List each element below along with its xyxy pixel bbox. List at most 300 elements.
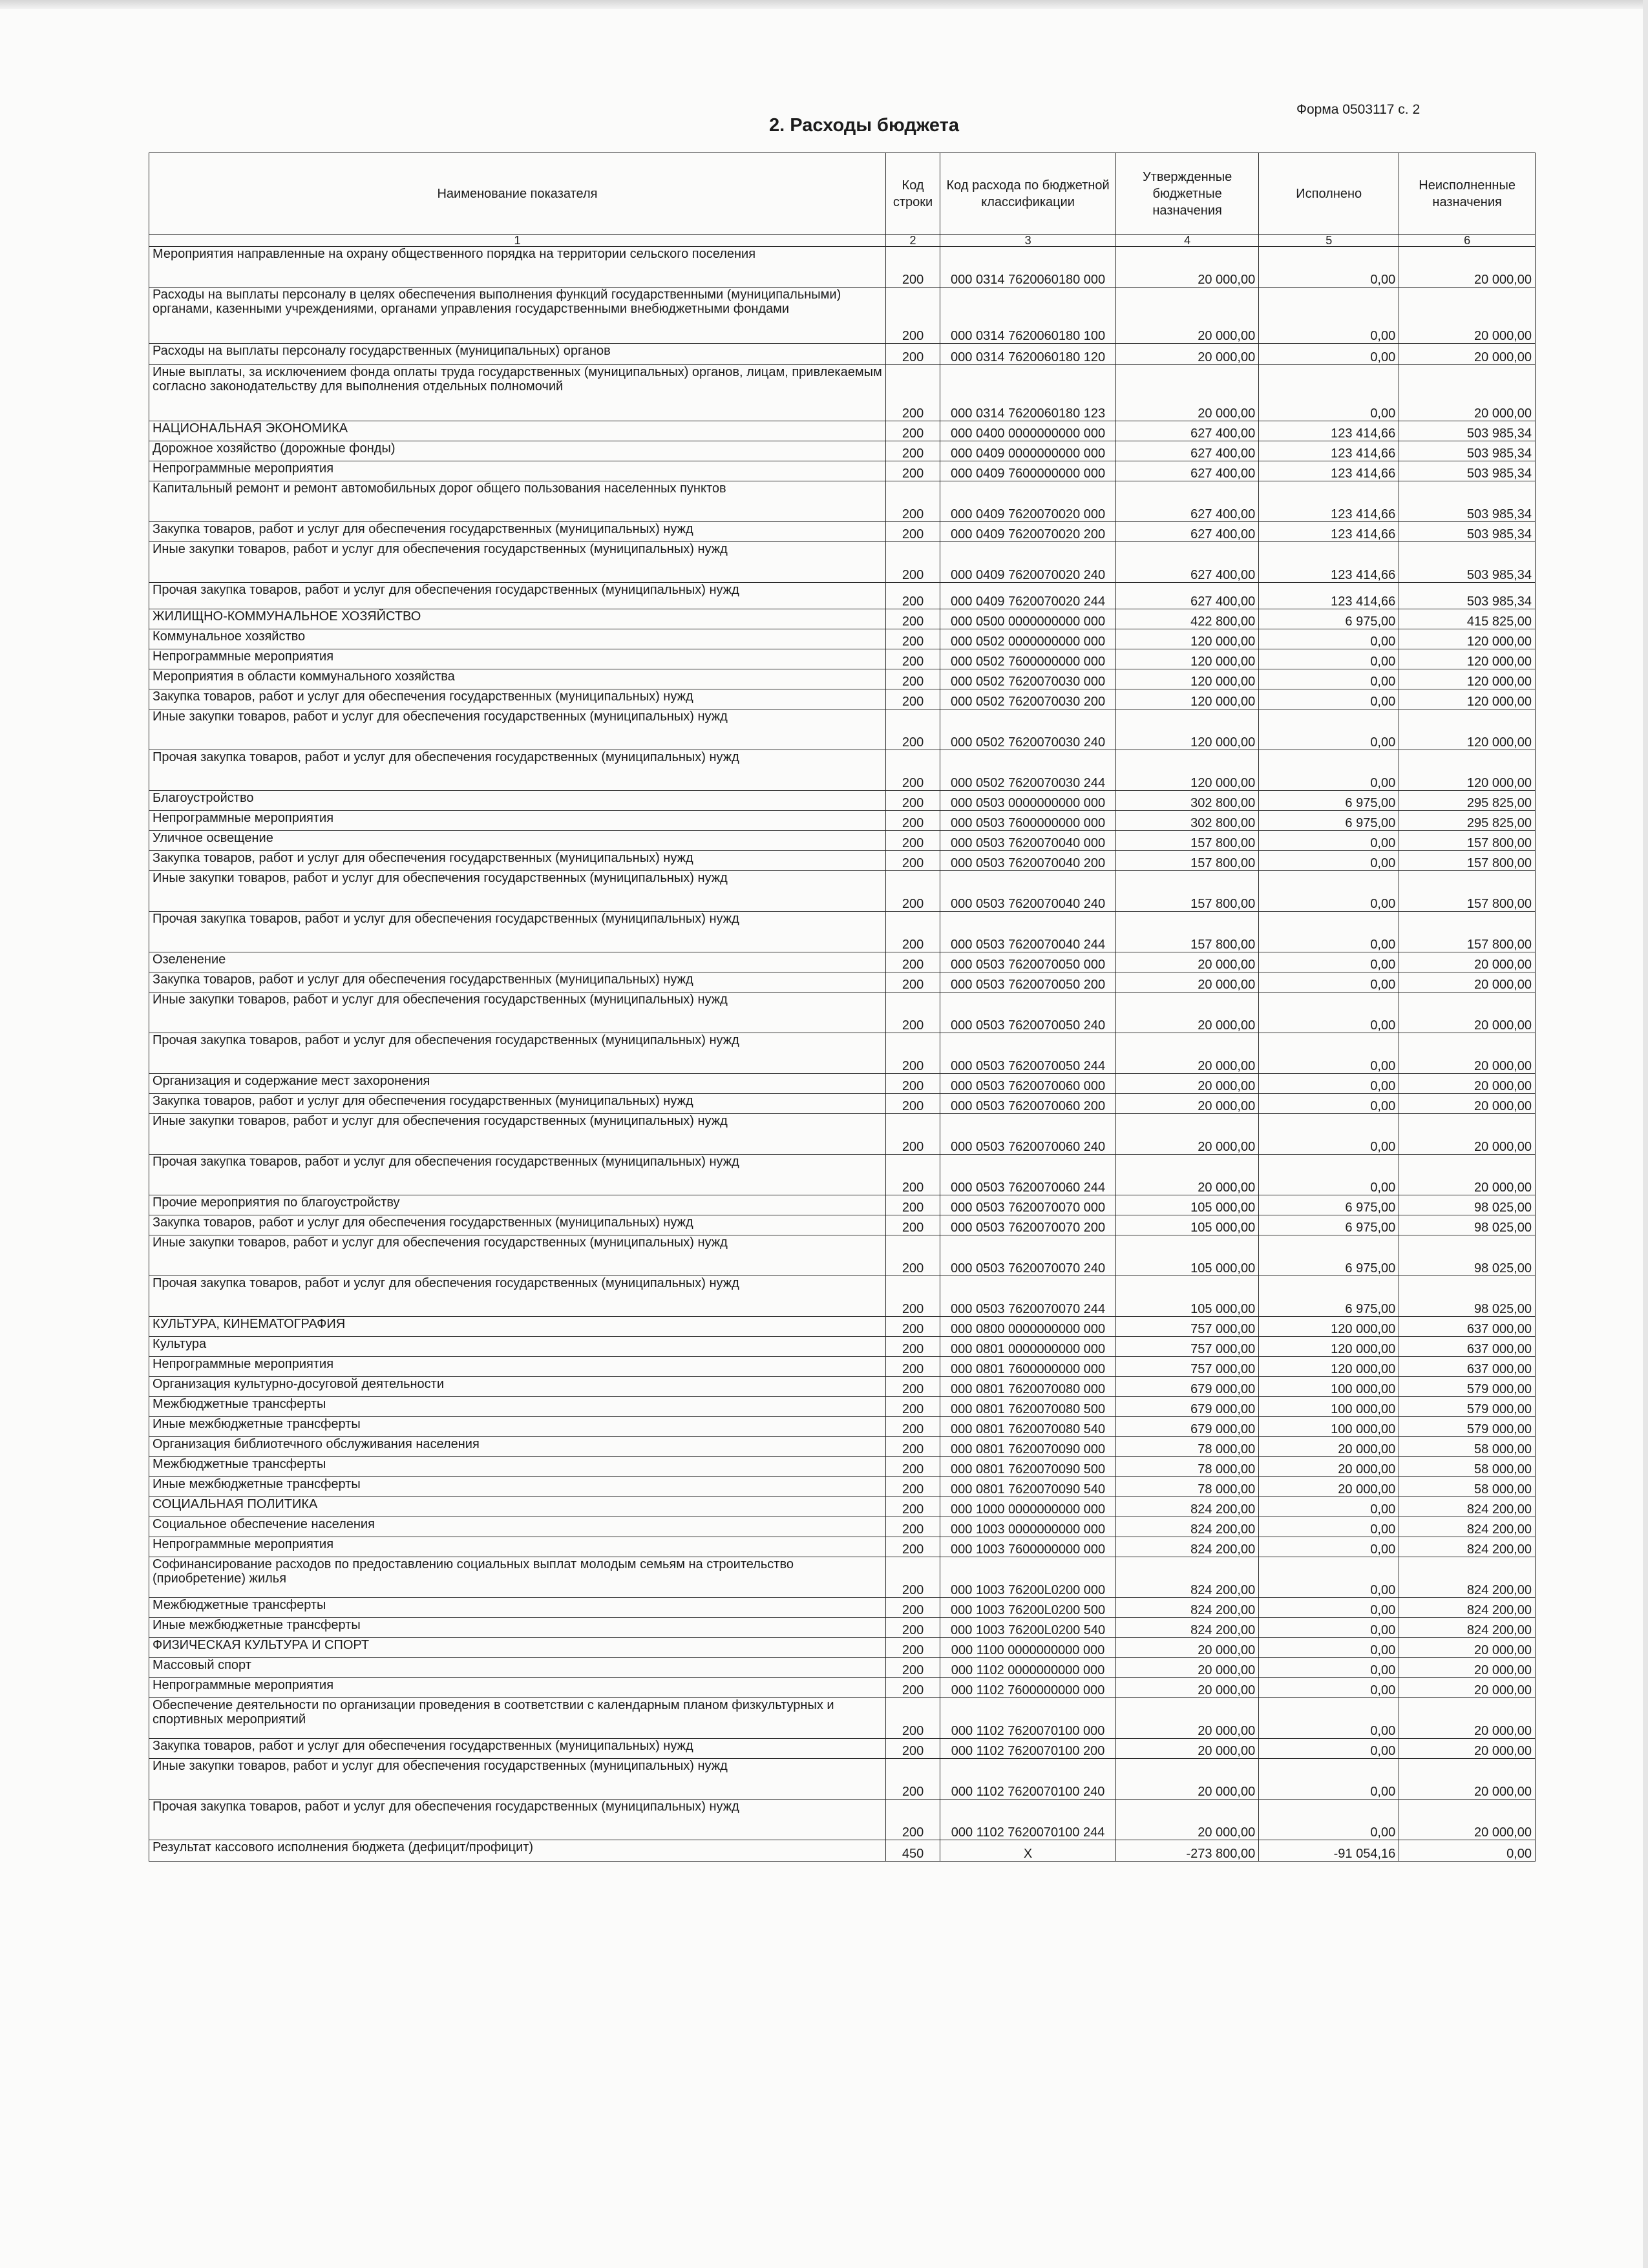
table-row [149, 365, 1536, 421]
row-approved: 302 800,00 [1116, 811, 1259, 831]
row-approved: 120 000,00 [1116, 750, 1259, 791]
row-budget-code: 000 0502 7620070030 244 [940, 750, 1116, 791]
row-approved: 627 400,00 [1116, 421, 1259, 441]
row-name: КУЛЬТУРА, КИНЕМАТОГРАФИЯ [149, 1317, 886, 1337]
row-approved: 679 000,00 [1116, 1377, 1259, 1397]
row-line-code: 200 [885, 1638, 940, 1658]
row-budget-code: 000 0503 7620070060 000 [940, 1074, 1116, 1094]
row-unexecuted: 824 200,00 [1399, 1497, 1536, 1517]
row-executed: 0,00 [1259, 1678, 1399, 1698]
table-row [149, 689, 1536, 709]
row-unexecuted: 637 000,00 [1399, 1357, 1536, 1377]
row-unexecuted: 20 000,00 [1399, 1658, 1536, 1678]
row-budget-code: 000 0502 7620070030 000 [940, 669, 1116, 689]
row-executed: 6 975,00 [1259, 609, 1399, 629]
row-budget-code: 000 0503 7620070050 240 [940, 992, 1116, 1033]
table-row [149, 1235, 1536, 1276]
row-approved: 679 000,00 [1116, 1397, 1259, 1417]
column-number-row [149, 235, 1536, 247]
row-budget-code: 000 0502 7620070030 240 [940, 709, 1116, 750]
row-budget-code: 000 0801 7620070080 540 [940, 1417, 1116, 1437]
row-budget-code: 000 0503 7620070040 240 [940, 871, 1116, 912]
row-line-code: 200 [885, 1557, 940, 1598]
row-name: ФИЗИЧЕСКАЯ КУЛЬТУРА И СПОРТ [149, 1638, 886, 1658]
row-line-code: 200 [885, 583, 940, 609]
row-name: Прочая закупка товаров, работ и услуг для обеспечения государственных (муниципальных) нужд [149, 1155, 886, 1195]
row-line-code: 200 [885, 542, 940, 583]
row-unexecuted: 20 000,00 [1399, 1114, 1536, 1155]
row-executed: 6 975,00 [1259, 811, 1399, 831]
row-name: Межбюджетные трансферты [149, 1457, 886, 1477]
table-row [149, 1800, 1536, 1840]
row-approved: 20 000,00 [1116, 1658, 1259, 1678]
row-budget-code: 000 0409 7620070020 000 [940, 481, 1116, 522]
row-budget-code: 000 0314 7620060180 000 [940, 247, 1116, 288]
row-approved: 157 800,00 [1116, 831, 1259, 851]
row-line-code: 200 [885, 1094, 940, 1114]
row-approved: 157 800,00 [1116, 871, 1259, 912]
row-line-code: 200 [885, 992, 940, 1033]
row-line-code: 200 [885, 1598, 940, 1618]
row-budget-code: 000 0502 7620070030 200 [940, 689, 1116, 709]
row-budget-code: 000 0503 0000000000 000 [940, 791, 1116, 811]
row-name: Социальное обеспечение населения [149, 1517, 886, 1537]
row-name: Иные закупки товаров, работ и услуг для обеспечения государственных (муниципальных) нужд [149, 1114, 886, 1155]
row-unexecuted: 415 825,00 [1399, 609, 1536, 629]
row-executed: 0,00 [1259, 871, 1399, 912]
row-executed: 20 000,00 [1259, 1437, 1399, 1457]
row-executed: 123 414,66 [1259, 421, 1399, 441]
row-approved: 120 000,00 [1116, 649, 1259, 669]
row-executed: 123 414,66 [1259, 583, 1399, 609]
row-approved: 824 200,00 [1116, 1598, 1259, 1618]
row-executed: 0,00 [1259, 1739, 1399, 1759]
row-unexecuted: 157 800,00 [1399, 871, 1536, 912]
row-budget-code: 000 0801 7620070090 000 [940, 1437, 1116, 1457]
row-line-code: 200 [885, 1417, 940, 1437]
table-row [149, 851, 1536, 871]
row-unexecuted: 20 000,00 [1399, 992, 1536, 1033]
row-budget-code: 000 1003 76200L0200 000 [940, 1557, 1116, 1598]
table-row [149, 522, 1536, 542]
row-executed: 0,00 [1259, 1074, 1399, 1094]
table-row [149, 1317, 1536, 1337]
row-line-code: 200 [885, 1074, 940, 1094]
table-row [149, 1739, 1536, 1759]
row-approved: 824 200,00 [1116, 1517, 1259, 1537]
table-row [149, 441, 1536, 461]
row-budget-code: 000 1102 7620070100 244 [940, 1800, 1116, 1840]
row-unexecuted: 120 000,00 [1399, 669, 1536, 689]
row-line-code: 200 [885, 481, 940, 522]
row-name: Расходы на выплаты персоналу в целях обеспечения выполнения функций государственными (муниципальными) органами, казенными учреждениями, органами управления государственными внебюджетными фондами [149, 288, 886, 344]
row-name: Организация библиотечного обслуживания населения [149, 1437, 886, 1457]
row-name: Иные межбюджетные трансферты [149, 1417, 886, 1437]
row-executed: 123 414,66 [1259, 542, 1399, 583]
row-line-code: 200 [885, 609, 940, 629]
table-row [149, 912, 1536, 952]
row-line-code: 200 [885, 1033, 940, 1074]
row-approved: 422 800,00 [1116, 609, 1259, 629]
row-line-code: 200 [885, 1235, 940, 1276]
row-budget-code: 000 0503 7620070040 244 [940, 912, 1116, 952]
row-executed: 123 414,66 [1259, 461, 1399, 481]
col-number: 2 [885, 235, 940, 247]
row-name: Закупка товаров, работ и услуг для обеспечения государственных (муниципальных) нужд [149, 1739, 886, 1759]
row-name: Коммунальное хозяйство [149, 629, 886, 649]
row-approved: 120 000,00 [1116, 709, 1259, 750]
table-row [149, 1195, 1536, 1215]
row-approved: 824 200,00 [1116, 1537, 1259, 1557]
row-line-code: 200 [885, 1357, 940, 1377]
row-executed: 0,00 [1259, 1094, 1399, 1114]
row-approved: 157 800,00 [1116, 912, 1259, 952]
row-unexecuted: 157 800,00 [1399, 831, 1536, 851]
row-unexecuted: 120 000,00 [1399, 649, 1536, 669]
row-unexecuted: 20 000,00 [1399, 288, 1536, 344]
row-name: ЖИЛИЩНО-КОММУНАЛЬНОЕ ХОЗЯЙСТВО [149, 609, 886, 629]
row-unexecuted: 579 000,00 [1399, 1417, 1536, 1437]
row-budget-code: 000 0801 7620070090 500 [940, 1457, 1116, 1477]
row-line-code: 200 [885, 1658, 940, 1678]
row-name: Организация культурно-досуговой деятельности [149, 1377, 886, 1397]
table-row [149, 1497, 1536, 1517]
row-name: Прочая закупка товаров, работ и услуг для обеспечения государственных (муниципальных) нужд [149, 1276, 886, 1317]
row-unexecuted: 824 200,00 [1399, 1598, 1536, 1618]
row-unexecuted: 98 025,00 [1399, 1195, 1536, 1215]
table-row [149, 288, 1536, 344]
row-name: Закупка товаров, работ и услуг для обеспечения государственных (муниципальных) нужд [149, 851, 886, 871]
row-approved: 679 000,00 [1116, 1417, 1259, 1437]
row-executed: 0,00 [1259, 689, 1399, 709]
row-unexecuted: 20 000,00 [1399, 365, 1536, 421]
row-approved: 20 000,00 [1116, 1094, 1259, 1114]
row-unexecuted: 503 985,34 [1399, 542, 1536, 583]
table-row [149, 1537, 1536, 1557]
row-executed: 0,00 [1259, 247, 1399, 288]
row-executed: 100 000,00 [1259, 1397, 1399, 1417]
row-approved: 20 000,00 [1116, 1114, 1259, 1155]
row-approved: 757 000,00 [1116, 1337, 1259, 1357]
row-approved: 824 200,00 [1116, 1618, 1259, 1638]
row-unexecuted: 503 985,34 [1399, 461, 1536, 481]
row-executed: 6 975,00 [1259, 791, 1399, 811]
row-executed: 0,00 [1259, 344, 1399, 365]
row-name: Непрограммные мероприятия [149, 461, 886, 481]
row-unexecuted: 824 200,00 [1399, 1557, 1536, 1598]
row-executed: 0,00 [1259, 851, 1399, 871]
table-row [149, 1437, 1536, 1457]
table-row [149, 1840, 1536, 1862]
row-approved: 105 000,00 [1116, 1235, 1259, 1276]
row-line-code: 200 [885, 1276, 940, 1317]
col-number: 5 [1259, 235, 1399, 247]
row-budget-code: 000 0400 0000000000 000 [940, 421, 1116, 441]
row-name: Непрограммные мероприятия [149, 1537, 886, 1557]
row-line-code: 200 [885, 1618, 940, 1638]
row-line-code: 200 [885, 1437, 940, 1457]
row-name: Массовый спорт [149, 1658, 886, 1678]
row-approved: 627 400,00 [1116, 542, 1259, 583]
row-executed: 123 414,66 [1259, 441, 1399, 461]
row-budget-code: 000 0503 7620070040 200 [940, 851, 1116, 871]
row-approved: 824 200,00 [1116, 1497, 1259, 1517]
col-number: 6 [1399, 235, 1536, 247]
row-executed: 6 975,00 [1259, 1195, 1399, 1215]
row-line-code: 200 [885, 1698, 940, 1739]
row-line-code: 200 [885, 522, 940, 542]
row-line-code: 200 [885, 421, 940, 441]
row-line-code: 200 [885, 649, 940, 669]
row-unexecuted: 824 200,00 [1399, 1537, 1536, 1557]
row-budget-code: 000 0314 7620060180 120 [940, 344, 1116, 365]
header-name: Наименование показателя [149, 153, 886, 235]
row-name: Дорожное хозяйство (дорожные фонды) [149, 441, 886, 461]
col-number: 3 [940, 235, 1116, 247]
row-unexecuted: 98 025,00 [1399, 1235, 1536, 1276]
row-line-code: 200 [885, 689, 940, 709]
row-line-code: 200 [885, 1195, 940, 1215]
row-unexecuted: 20 000,00 [1399, 1638, 1536, 1658]
row-approved: 78 000,00 [1116, 1437, 1259, 1457]
col-number: 4 [1116, 235, 1259, 247]
row-unexecuted: 58 000,00 [1399, 1437, 1536, 1457]
row-line-code: 200 [885, 912, 940, 952]
row-budget-code: 000 0502 7600000000 000 [940, 649, 1116, 669]
row-approved: 20 000,00 [1116, 1638, 1259, 1658]
row-budget-code: 000 1102 7620070100 000 [940, 1698, 1116, 1739]
table-row [149, 247, 1536, 288]
header-code: Код расхода по бюджетной классификации [940, 153, 1116, 235]
row-name: Непрограммные мероприятия [149, 811, 886, 831]
row-unexecuted: 120 000,00 [1399, 689, 1536, 709]
row-approved: 105 000,00 [1116, 1276, 1259, 1317]
row-line-code: 200 [885, 288, 940, 344]
table-row [149, 791, 1536, 811]
row-approved: 824 200,00 [1116, 1557, 1259, 1598]
row-budget-code: 000 0801 0000000000 000 [940, 1337, 1116, 1357]
row-unexecuted: 20 000,00 [1399, 1698, 1536, 1739]
row-executed: 123 414,66 [1259, 481, 1399, 522]
row-name: Закупка товаров, работ и услуг для обеспечения государственных (муниципальных) нужд [149, 1215, 886, 1235]
row-budget-code: 000 1003 0000000000 000 [940, 1517, 1116, 1537]
row-name: Иные закупки товаров, работ и услуг для обеспечения государственных (муниципальных) нужд [149, 1235, 886, 1276]
row-unexecuted: 157 800,00 [1399, 912, 1536, 952]
row-line-code: 200 [885, 441, 940, 461]
row-executed: 0,00 [1259, 952, 1399, 972]
row-line-code: 200 [885, 750, 940, 791]
row-unexecuted: 824 200,00 [1399, 1618, 1536, 1638]
row-name: Непрограммные мероприятия [149, 1357, 886, 1377]
table-row [149, 1417, 1536, 1437]
row-executed: -91 054,16 [1259, 1840, 1399, 1862]
row-approved: 105 000,00 [1116, 1215, 1259, 1235]
table-row [149, 344, 1536, 365]
row-line-code: 200 [885, 1678, 940, 1698]
header-executed: Исполнено [1259, 153, 1399, 235]
table-row [149, 542, 1536, 583]
row-approved: 20 000,00 [1116, 1074, 1259, 1094]
row-unexecuted: 20 000,00 [1399, 972, 1536, 992]
row-approved: 20 000,00 [1116, 365, 1259, 421]
row-budget-code: 000 1100 0000000000 000 [940, 1638, 1116, 1658]
row-name: Межбюджетные трансферты [149, 1397, 886, 1417]
row-unexecuted: 20 000,00 [1399, 1678, 1536, 1698]
row-approved: 627 400,00 [1116, 481, 1259, 522]
row-unexecuted: 120 000,00 [1399, 629, 1536, 649]
table-row [149, 1477, 1536, 1497]
row-executed: 20 000,00 [1259, 1477, 1399, 1497]
row-approved: 78 000,00 [1116, 1477, 1259, 1497]
row-approved: 302 800,00 [1116, 791, 1259, 811]
row-unexecuted: 637 000,00 [1399, 1337, 1536, 1357]
row-name: Закупка товаров, работ и услуг для обеспечения государственных (муниципальных) нужд [149, 689, 886, 709]
form-label: Форма 0503117 с. 2 [1296, 102, 1421, 117]
row-line-code: 200 [885, 1317, 940, 1337]
row-budget-code: 000 0801 7620070080 500 [940, 1397, 1116, 1417]
row-line-code: 200 [885, 811, 940, 831]
row-approved: 627 400,00 [1116, 461, 1259, 481]
row-name: Прочая закупка товаров, работ и услуг для обеспечения государственных (муниципальных) нужд [149, 583, 886, 609]
table-row [149, 1215, 1536, 1235]
row-line-code: 200 [885, 1739, 940, 1759]
row-budget-code: 000 0503 7620070050 244 [940, 1033, 1116, 1074]
row-budget-code: 000 0500 0000000000 000 [940, 609, 1116, 629]
table-body [149, 247, 1536, 1862]
row-unexecuted: 120 000,00 [1399, 709, 1536, 750]
row-executed: 0,00 [1259, 972, 1399, 992]
row-approved: 20 000,00 [1116, 972, 1259, 992]
row-approved: 627 400,00 [1116, 522, 1259, 542]
row-line-code: 200 [885, 1114, 940, 1155]
row-approved: 20 000,00 [1116, 344, 1259, 365]
row-executed: 0,00 [1259, 629, 1399, 649]
row-executed: 0,00 [1259, 1698, 1399, 1739]
row-executed: 0,00 [1259, 992, 1399, 1033]
document-title: 2. Расходы бюджета [769, 115, 960, 136]
row-name: Прочие мероприятия по благоустройству [149, 1195, 886, 1215]
row-budget-code: 000 1102 7620070100 200 [940, 1739, 1116, 1759]
row-line-code: 200 [885, 952, 940, 972]
row-budget-code: 000 1003 76200L0200 540 [940, 1618, 1116, 1638]
row-line-code: 200 [885, 1215, 940, 1235]
row-approved: 20 000,00 [1116, 1033, 1259, 1074]
row-unexecuted: 58 000,00 [1399, 1477, 1536, 1497]
row-name: Прочая закупка товаров, работ и услуг для обеспечения государственных (муниципальных) нужд [149, 1800, 886, 1840]
row-unexecuted: 579 000,00 [1399, 1397, 1536, 1417]
row-unexecuted: 824 200,00 [1399, 1517, 1536, 1537]
row-line-code: 200 [885, 629, 940, 649]
row-unexecuted: 503 985,34 [1399, 481, 1536, 522]
row-unexecuted: 503 985,34 [1399, 421, 1536, 441]
row-approved: 157 800,00 [1116, 851, 1259, 871]
row-approved: 757 000,00 [1116, 1317, 1259, 1337]
row-name: Мероприятия направленные на охрану общественного порядка на территории сельского поселения [149, 247, 886, 288]
row-approved: 120 000,00 [1116, 689, 1259, 709]
row-executed: 0,00 [1259, 669, 1399, 689]
row-executed: 0,00 [1259, 288, 1399, 344]
row-unexecuted: 98 025,00 [1399, 1215, 1536, 1235]
row-name: Непрограммные мероприятия [149, 1678, 886, 1698]
table-row [149, 1457, 1536, 1477]
row-budget-code: 000 1000 0000000000 000 [940, 1497, 1116, 1517]
row-budget-code: 000 0503 7620070060 244 [940, 1155, 1116, 1195]
row-unexecuted: 0,00 [1399, 1840, 1536, 1862]
table-row [149, 1397, 1536, 1417]
header-row [149, 153, 1536, 235]
row-unexecuted: 20 000,00 [1399, 1155, 1536, 1195]
row-unexecuted: 98 025,00 [1399, 1276, 1536, 1317]
row-line-code: 200 [885, 851, 940, 871]
row-executed: 0,00 [1259, 1517, 1399, 1537]
row-unexecuted: 637 000,00 [1399, 1317, 1536, 1337]
row-budget-code: 000 0801 7620070090 540 [940, 1477, 1116, 1497]
table-row [149, 709, 1536, 750]
header-unexecuted: Неисполненные назначения [1399, 153, 1536, 235]
table-row [149, 1276, 1536, 1317]
row-budget-code: 000 0314 7620060180 100 [940, 288, 1116, 344]
row-name: Иные выплаты, за исключением фонда оплаты труда государственных (муниципальных) органов, лицам, привлекаемым согласно законодательству для выполнения отдельных полномочий [149, 365, 886, 421]
scan-top-edge [0, 0, 1648, 9]
row-approved: 20 000,00 [1116, 247, 1259, 288]
row-budget-code: 000 1102 0000000000 000 [940, 1658, 1116, 1678]
row-approved: 20 000,00 [1116, 1739, 1259, 1759]
row-line-code: 200 [885, 972, 940, 992]
row-executed: 120 000,00 [1259, 1317, 1399, 1337]
row-unexecuted: 20 000,00 [1399, 1033, 1536, 1074]
row-line-code: 200 [885, 1397, 940, 1417]
table-row [149, 669, 1536, 689]
row-name: Результат кассового исполнения бюджета (дефицит/профицит) [149, 1840, 886, 1862]
row-line-code: 200 [885, 1457, 940, 1477]
row-name: Иные закупки товаров, работ и услуг для обеспечения государственных (муниципальных) нужд [149, 992, 886, 1033]
row-executed: 0,00 [1259, 1638, 1399, 1658]
row-approved: 20 000,00 [1116, 1678, 1259, 1698]
row-name: Закупка товаров, работ и услуг для обеспечения государственных (муниципальных) нужд [149, 972, 886, 992]
row-budget-code: 000 0409 7620070020 244 [940, 583, 1116, 609]
table-row [149, 1155, 1536, 1195]
row-line-code: 200 [885, 1337, 940, 1357]
row-executed: 123 414,66 [1259, 522, 1399, 542]
row-executed: 0,00 [1259, 1658, 1399, 1678]
table-row [149, 1357, 1536, 1377]
row-line-code: 200 [885, 669, 940, 689]
row-budget-code: 000 0409 7620070020 240 [940, 542, 1116, 583]
table-row [149, 649, 1536, 669]
row-approved: 627 400,00 [1116, 583, 1259, 609]
row-name: Закупка товаров, работ и услуг для обеспечения государственных (муниципальных) нужд [149, 1094, 886, 1114]
row-budget-code: 000 1003 76200L0200 500 [940, 1598, 1116, 1618]
row-executed: 0,00 [1259, 1114, 1399, 1155]
row-budget-code: 000 0503 7620070050 200 [940, 972, 1116, 992]
row-budget-code: 000 0503 7620070060 200 [940, 1094, 1116, 1114]
row-line-code: 200 [885, 871, 940, 912]
table-row [149, 609, 1536, 629]
table-row [149, 421, 1536, 441]
row-name: Расходы на выплаты персоналу государственных (муниципальных) органов [149, 344, 886, 365]
row-executed: 100 000,00 [1259, 1377, 1399, 1397]
table-row [149, 1094, 1536, 1114]
row-line-code: 200 [885, 709, 940, 750]
row-unexecuted: 503 985,34 [1399, 583, 1536, 609]
row-approved: 20 000,00 [1116, 1759, 1259, 1800]
row-name: Софинансирование расходов по предоставлению социальных выплат молодым семьям на строительство (приобретение) жилья [149, 1557, 886, 1598]
row-name: Иные межбюджетные трансферты [149, 1618, 886, 1638]
table-row [149, 1658, 1536, 1678]
row-name: Иные закупки товаров, работ и услуг для обеспечения государственных (муниципальных) нужд [149, 709, 886, 750]
row-budget-code: 000 0801 7600000000 000 [940, 1357, 1116, 1377]
table-row [149, 1638, 1536, 1658]
